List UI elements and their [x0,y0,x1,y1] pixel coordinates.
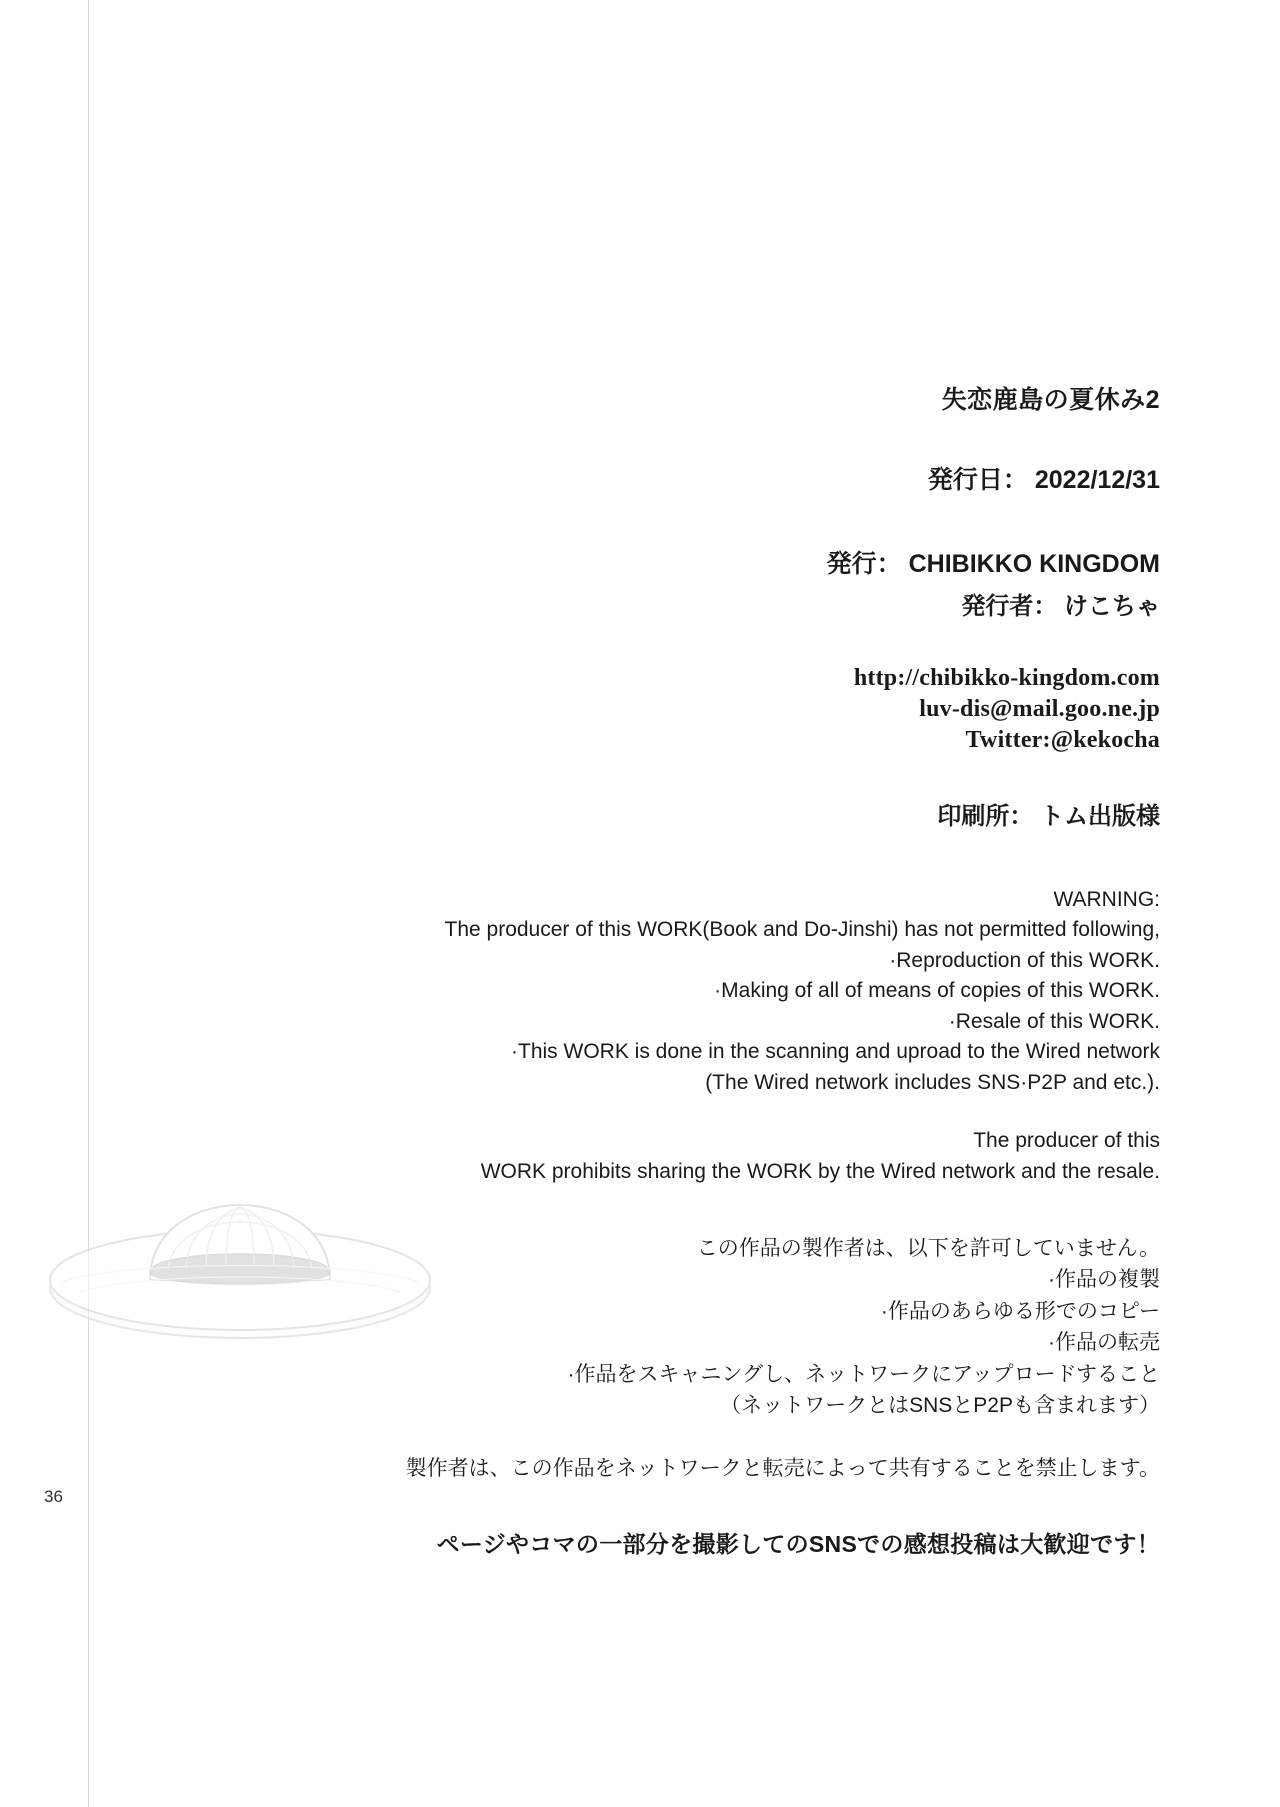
warning-line: ·Reproduction of this WORK. [889,948,1160,972]
japanese-notice-line: ·作品の転売 [1048,1331,1160,1355]
page-number: 36 [44,1487,63,1506]
warning-line: The producer of this WORK(Book and Do-Jinshi) has not permitted following, [444,918,1160,942]
japanese-notice-block [120,1233,1160,1422]
publisher-person: 発行者： けこちゃ [961,593,1160,620]
japanese-notice-line: この作品の製作者は、以下を許可していません。 [696,1236,1160,1260]
warning-block [120,885,1160,1098]
japanese-notice-line: ·作品のあらゆる形でのコピー [880,1299,1160,1323]
website-url[interactable]: http://chibikko-kingdom.com [853,665,1160,691]
warning-tail-block [120,1126,1160,1187]
warning-tail-line: The producer of this [973,1129,1160,1153]
colophon-block [120,380,1160,1559]
warning-line: ·This WORK is done in the scanning and uproad to the Wired network [511,1040,1160,1064]
twitter-handle[interactable]: Twitter:@kekocha [965,727,1160,753]
contact-block [120,665,1160,754]
publisher-name: 発行： CHIBIKKO KINGDOM [826,550,1160,578]
japanese-notice-line: （ネットワークとはSNSとP2Pも含まれます） [720,1394,1160,1418]
page-edge-rule [88,0,89,1807]
publisher-block [120,544,1160,621]
publication-date: 発行日： 2022/12/31 [927,466,1160,494]
work-title: 失恋鹿島の夏休み2 [941,386,1160,414]
warning-heading: WARNING: [1053,888,1160,911]
warning-line: (The Wired network includes SNS·P2P and etc.). [705,1070,1160,1094]
japanese-notice-line: ·作品の複製 [1048,1268,1160,1292]
printer-name: 印刷所： トム出版様 [937,803,1160,830]
japanese-sns-welcome-line: ページやコマの一部分を撮影してのSNSでの感想投稿は大歓迎です！ [436,1530,1160,1557]
warning-line: ·Resale of this WORK. [948,1009,1160,1033]
japanese-prohibition-line: 製作者は、この作品をネットワークと転売によって共有することを禁止します。 [405,1456,1160,1480]
japanese-notice-line: ·作品をスキャニングし、ネットワークにアップロードすること [567,1362,1160,1386]
email-address[interactable]: luv-dis@mail.goo.ne.jp [919,696,1160,722]
warning-line: ·Making of all of means of copies of this WORK. [714,979,1160,1003]
warning-tail-line: WORK prohibits sharing the WORK by the Wired network and the resale. [480,1159,1160,1183]
